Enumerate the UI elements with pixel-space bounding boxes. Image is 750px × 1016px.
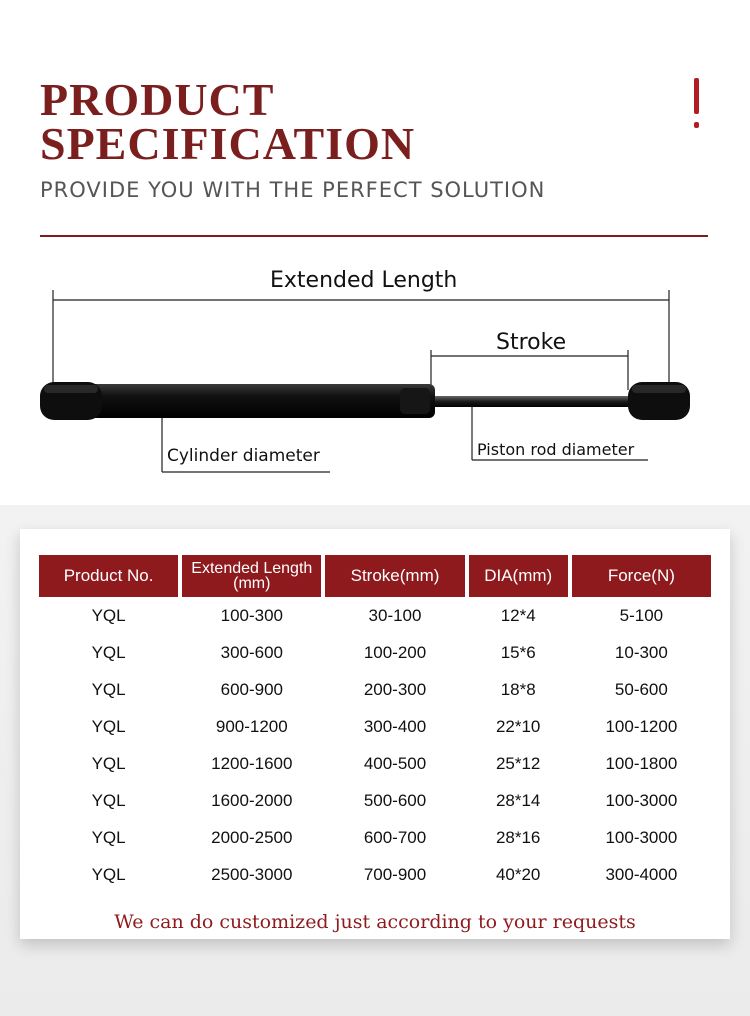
customization-note: We can do customized just according to your requests xyxy=(114,911,636,933)
page-title xyxy=(40,74,416,169)
table-cell: 25*12 xyxy=(495,753,541,773)
table-cell: 600-900 xyxy=(220,679,283,699)
accent-mark-icon xyxy=(694,78,699,114)
stroke-label: Stroke xyxy=(496,330,567,355)
col-extended-length-line1: Extended Length xyxy=(191,560,313,577)
col-stroke: Stroke(mm) xyxy=(325,555,464,597)
table-row xyxy=(39,745,711,782)
table-cell: 15*6 xyxy=(500,642,536,662)
table-cell: 100-300 xyxy=(220,605,283,625)
spec-card xyxy=(20,529,730,939)
col-extended-length-line2: (mm) xyxy=(233,575,271,592)
col-dia: DIA(mm) xyxy=(469,555,568,597)
table-cell: 100-3000 xyxy=(605,827,678,847)
page-subtitle: PROVIDE YOU WITH THE PERFECT SOLUTION xyxy=(40,178,546,202)
spec-table xyxy=(35,555,715,893)
col-product-no: Product No. xyxy=(39,555,178,597)
table-cell: 100-200 xyxy=(363,642,427,662)
table-cell: 1200-1600 xyxy=(211,753,293,773)
table-cell: 12*4 xyxy=(500,605,536,625)
table-cell: 100-3000 xyxy=(605,790,678,810)
cylinder-diameter-label: Cylinder diameter xyxy=(167,446,320,466)
title-line-1: PRODUCT xyxy=(40,74,275,125)
header-section xyxy=(0,0,750,250)
table-cell: 5-100 xyxy=(619,605,664,625)
table-cell: 900-1200 xyxy=(215,716,288,736)
title-line-2: SPECIFICATION xyxy=(40,118,416,169)
col-extended-length xyxy=(182,555,321,597)
table-cell: YQL xyxy=(91,790,126,810)
table-cell: 18*8 xyxy=(500,679,536,699)
table-row xyxy=(39,782,711,819)
table-cell: 300-4000 xyxy=(605,864,678,884)
extended-length-label: Extended Length xyxy=(270,268,458,293)
table-cell: 10-300 xyxy=(614,642,668,662)
piston-rod xyxy=(425,396,635,407)
table-cell: 1600-2000 xyxy=(211,790,293,810)
table-cell: 100-1800 xyxy=(605,753,678,773)
table-cell: YQL xyxy=(91,642,126,662)
table-cell: 40*20 xyxy=(495,864,541,884)
table-row xyxy=(39,671,711,708)
cylinder-body xyxy=(90,384,435,418)
table-row xyxy=(39,597,711,634)
spec-table-section xyxy=(0,505,750,1016)
table-header-row xyxy=(39,555,711,597)
table-cell: 500-600 xyxy=(363,790,427,810)
table-cell: 28*16 xyxy=(495,827,541,847)
table-cell: 300-600 xyxy=(220,642,283,662)
table-cell: YQL xyxy=(91,679,126,699)
table-cell: 700-900 xyxy=(363,864,427,884)
table-cell: YQL xyxy=(91,753,126,773)
table-cell: 200-300 xyxy=(363,679,427,699)
table-cell: 2000-2500 xyxy=(211,827,293,847)
table-cell: 600-700 xyxy=(363,827,427,847)
table-cell: YQL xyxy=(91,864,126,884)
table-cell: 22*10 xyxy=(495,716,541,736)
table-row xyxy=(39,819,711,856)
table-cell: 100-1200 xyxy=(605,716,678,736)
col-force: Force(N) xyxy=(572,555,711,597)
accent-dot-icon xyxy=(694,122,699,128)
table-cell: 300-400 xyxy=(363,716,427,736)
table-cell: 28*14 xyxy=(495,790,541,810)
table-body xyxy=(39,597,711,893)
table-cell: 2500-3000 xyxy=(211,864,293,884)
table-row xyxy=(39,708,711,745)
cylinder-seal xyxy=(400,388,430,414)
table-row xyxy=(39,634,711,671)
gas-spring-diagram xyxy=(0,250,750,500)
table-cell: 400-500 xyxy=(363,753,427,773)
header-divider xyxy=(40,235,708,237)
table-cell: YQL xyxy=(91,605,126,625)
table-cell: 30-100 xyxy=(368,605,422,625)
table-cell: YQL xyxy=(91,827,126,847)
table-cell: 50-600 xyxy=(614,679,668,699)
piston-rod-diameter-label: Piston rod diameter xyxy=(477,440,635,459)
table-row xyxy=(39,856,711,893)
table-cell: YQL xyxy=(91,716,126,736)
